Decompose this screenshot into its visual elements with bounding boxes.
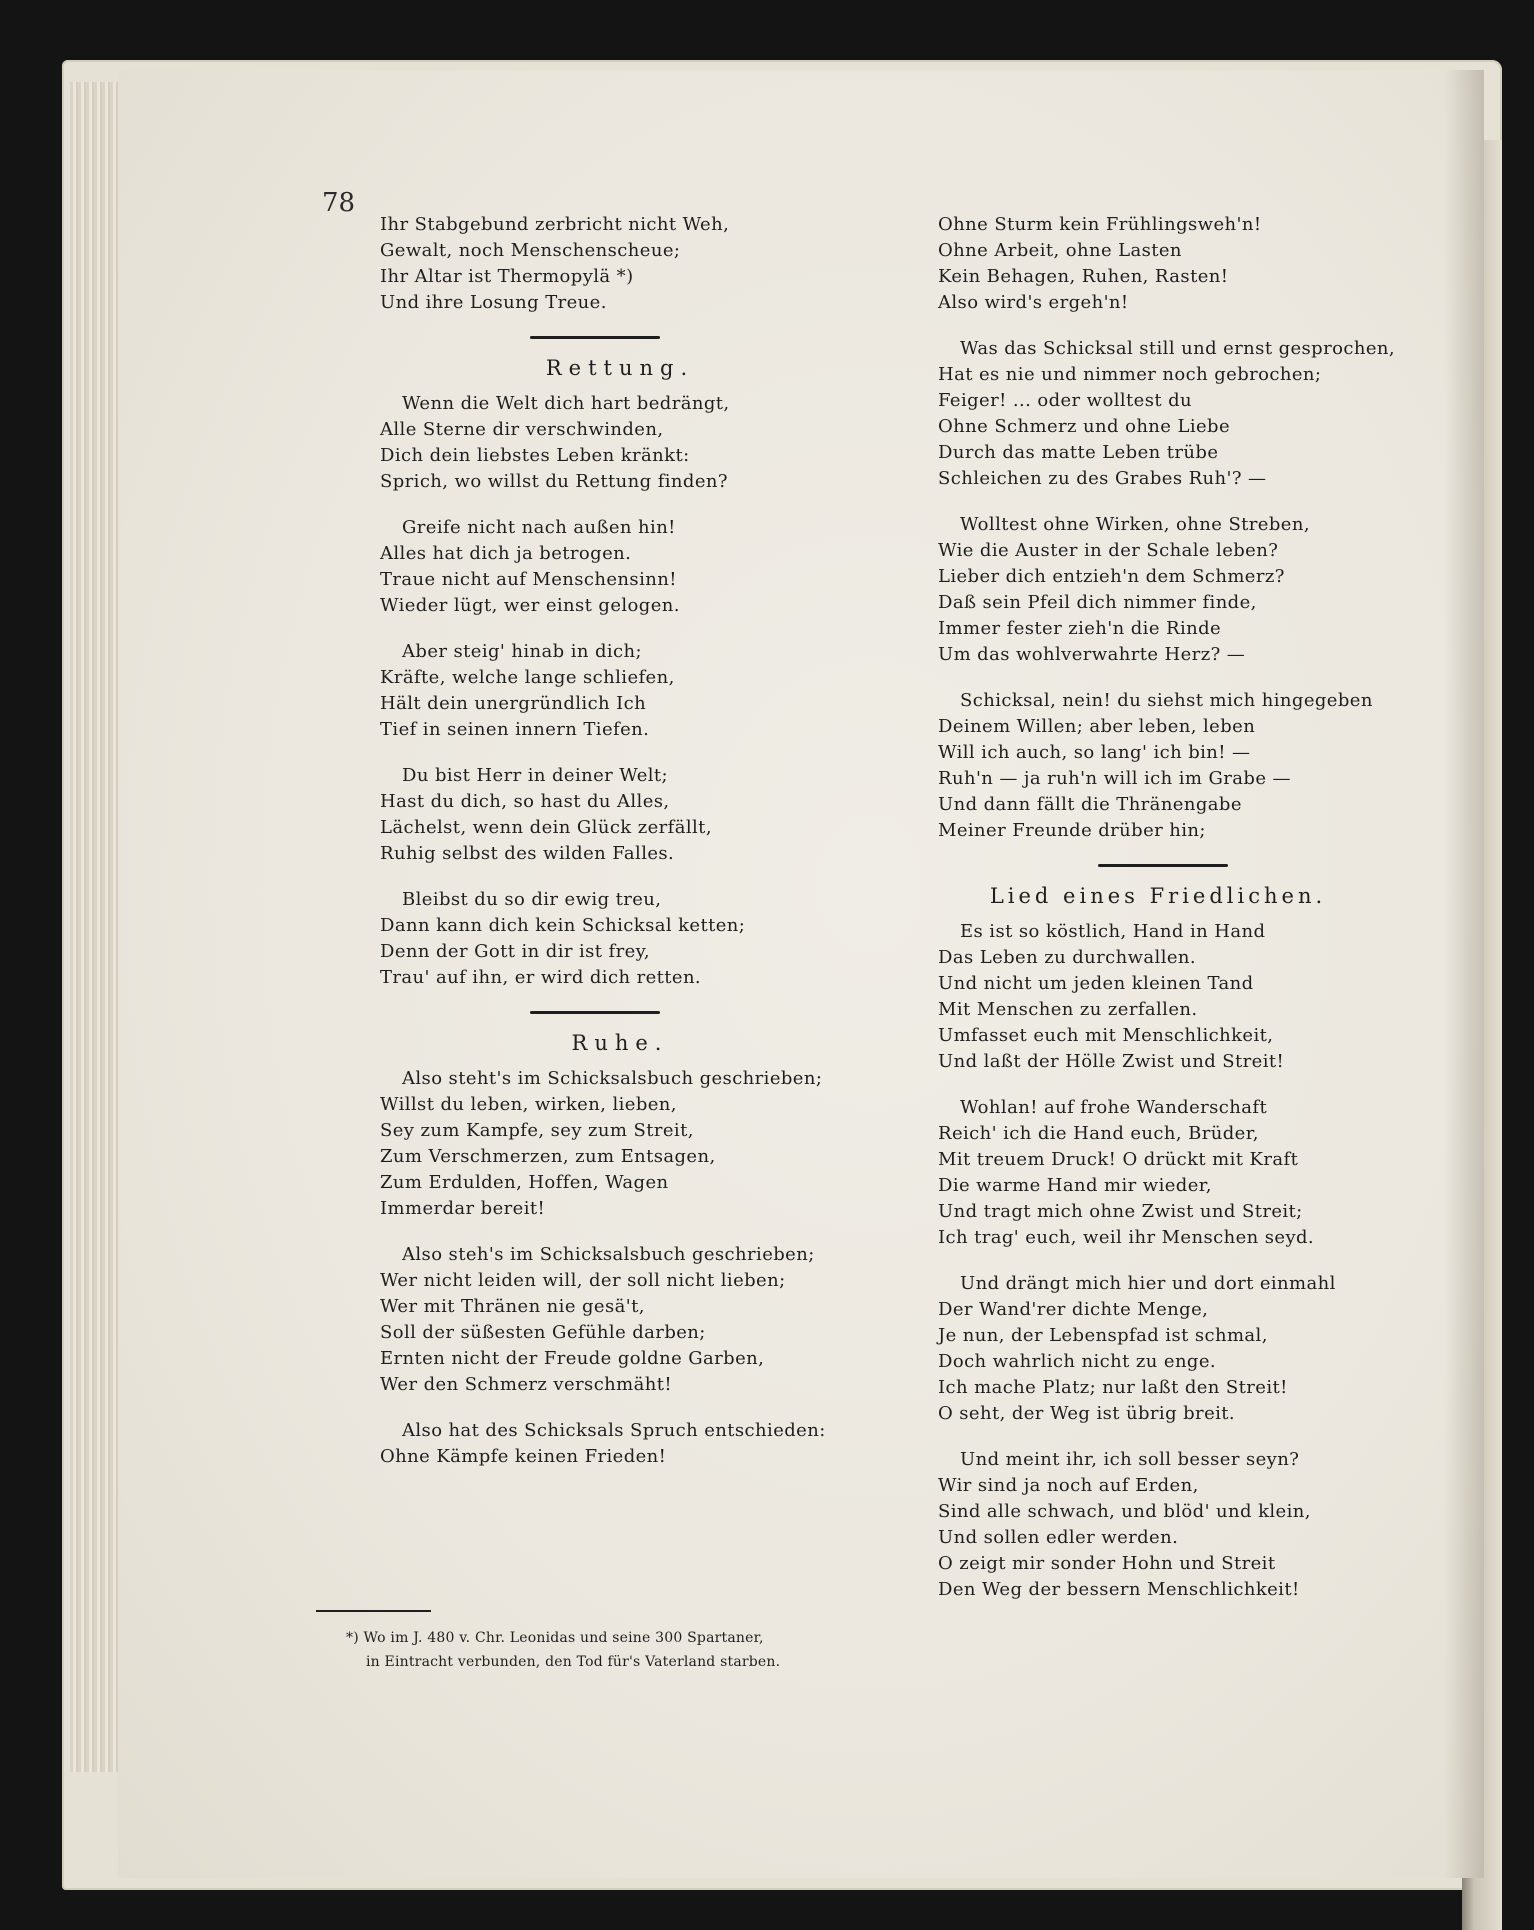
verse-line: Sprich, wo willst du Rettung finden? [380,471,728,492]
verse-line: Also wird's ergeh'n! [938,292,1129,313]
verse-line: Der Wand'rer dichte Menge, [938,1299,1209,1320]
verse-line: O zeigt mir sonder Hohn und Streit [938,1553,1276,1574]
verse-line: Ich mache Platz; nur laßt den Streit! [938,1377,1288,1398]
verse-line: Wieder lügt, wer einst gelogen. [380,595,680,616]
stanza [380,515,860,619]
verse-line: Wohlan! auf frohe Wanderschaft [960,1097,1268,1118]
verse-line: Und dann fällt die Thränengabe [938,794,1242,815]
stanza [938,1271,1378,1427]
footnote-divider [316,1610,431,1612]
verse-line: Ihr Stabgebund zerbricht nicht Weh, [380,214,730,235]
stanza [380,887,860,991]
verse-line: Gewalt, noch Menschenscheue; [380,240,681,261]
verse-line: Alles hat dich ja betrogen. [380,543,632,564]
poem-title-rettung: Rettung. [545,356,695,380]
gutter-shadow [1444,70,1484,1878]
verse-line: Ohne Kämpfe keinen Frieden! [380,1446,667,1467]
stanza [938,688,1378,844]
right-column [938,212,1395,1623]
verse-line: Also hat des Schicksals Spruch entschieden: [402,1420,826,1441]
verse-line: Mit treuem Druck! O drückt mit Kraft [938,1149,1299,1170]
left-column [380,212,860,1490]
verse-line: Den Weg der bessern Menschlichkeit! [938,1579,1300,1600]
verse-line: Zum Verschmerzen, zum Entsagen, [380,1146,716,1167]
verse-line: Wolltest ohne Wirken, ohne Streben, [960,514,1310,535]
verse-line: Ohne Sturm kein Frühlingsweh'n! [938,214,1262,235]
section-divider [1098,864,1228,867]
verse-line: Ruhig selbst des wilden Falles. [380,843,675,864]
footnote [346,1610,906,1674]
verse-line: Wer mit Thränen nie gesä't, [380,1296,645,1317]
footnote-line: in Eintracht verbunden, den Tod für's Vaterland starben. [366,1654,781,1670]
verse-line: Daß sein Pfeil dich nimmer finde, [938,592,1257,613]
verse-line: Die warme Hand mir wieder, [938,1175,1212,1196]
verse-line: Schicksal, nein! du siehst mich hingegeben [960,690,1373,711]
verse-line: Tief in seinen innern Tiefen. [380,719,650,740]
verse-line: Also steht's im Schicksalsbuch geschrieben; [402,1068,823,1089]
verse-line: Und sollen edler werden. [938,1527,1179,1548]
verse-line: Durch das matte Leben trübe [938,442,1219,463]
verse-line: Hast du dich, so hast du Alles, [380,791,670,812]
verse-line: Ruh'n — ja ruh'n will ich im Grabe — [938,768,1291,789]
verse-line: Meiner Freunde drüber hin; [938,820,1206,841]
verse-line: Kein Behagen, Ruhen, Rasten! [938,266,1229,287]
verse-line: Und drängt mich hier und dort einmahl [960,1273,1336,1294]
verse-line: Lächelst, wenn dein Glück zerfällt, [380,817,712,838]
stanza [380,1066,860,1222]
verse-line: Ich trag' euch, weil ihr Menschen seyd. [938,1227,1315,1248]
verse-line: Denn der Gott in dir ist frey, [380,941,650,962]
section-divider [530,1011,660,1014]
verse-line: Du bist Herr in deiner Welt; [402,765,669,786]
stanza [938,1447,1378,1603]
stanza [938,512,1378,668]
verse-line: Kräfte, welche lange schliefen, [380,667,675,688]
verse-line: Soll der süßesten Gefühle darben; [380,1322,706,1343]
verse-line: Lieber dich entzieh'n dem Schmerz? [938,566,1285,587]
verse-line: Alle Sterne dir verschwinden, [380,419,664,440]
verse-line: Wer nicht leiden will, der soll nicht lieben; [380,1270,786,1291]
stanza [938,212,1378,316]
verse-line: O seht, der Weg ist übrig breit. [938,1403,1236,1424]
verse-line: Dich dein liebstes Leben kränkt: [380,445,690,466]
footnote-line: *) Wo im J. 480 v. Chr. Leonidas und seine 300 Spartaner, [346,1630,764,1646]
section-divider [530,336,660,339]
verse-line: Wenn die Welt dich hart bedrängt, [402,393,730,414]
verse-line: Willst du leben, wirken, lieben, [380,1094,677,1115]
verse-line: Und meint ihr, ich soll besser seyn? [960,1449,1300,1470]
verse-line: Zum Erdulden, Hoffen, Wagen [380,1172,669,1193]
verse-line: Sind alle schwach, und blöd' und klein, [938,1501,1311,1522]
verse-line: Will ich auch, so lang' ich bin! — [938,742,1251,763]
verse-line: Sey zum Kampfe, sey zum Streit, [380,1120,694,1141]
stanza [380,763,860,867]
poem-title-ruhe: Ruhe. [571,1031,669,1055]
verse-line: Immerdar bereit! [380,1198,546,1219]
verse-line: Hat es nie und nimmer noch gebrochen; [938,364,1322,385]
verse-line: Bleibst du so dir ewig treu, [402,889,662,910]
verse-line: Dann kann dich kein Schicksal ketten; [380,915,746,936]
verse-line: Und laßt der Hölle Zwist und Streit! [938,1051,1285,1072]
stanza [380,1242,860,1398]
verse-line: Ohne Schmerz und ohne Liebe [938,416,1231,437]
verse-line: Und nicht um jeden kleinen Tand [938,973,1254,994]
verse-line: Wie die Auster in der Schale leben? [938,540,1279,561]
verse-line: Aber steig' hinab in dich; [402,641,642,662]
verse-line: Um das wohlverwahrte Herz? — [938,644,1246,665]
verse-line: Und ihre Losung Treue. [380,292,607,313]
intro-stanza [380,212,860,316]
stanza [380,639,860,743]
verse-line: Wer den Schmerz verschmäht! [380,1374,673,1395]
verse-line: Also steh's im Schicksalsbuch geschrieben; [402,1244,815,1265]
verse-line: Hält dein unergründlich Ich [380,693,647,714]
stanza [938,336,1395,492]
verse-line: Und tragt mich ohne Zwist und Streit; [938,1201,1303,1222]
poem-title-lied-eines-friedlichen: Lied eines Friedlichen. [989,884,1327,908]
page-number: 78 [322,188,356,218]
verse-line: Greife nicht nach außen hin! [402,517,676,538]
verse-line: Je nun, der Lebenspfad ist schmal, [938,1325,1268,1346]
verse-line: Traue nicht auf Menschensinn! [380,569,677,590]
verse-line: Wir sind ja noch auf Erden, [938,1475,1199,1496]
verse-line: Ernten nicht der Freude goldne Garben, [380,1348,765,1369]
verse-line: Deinem Willen; aber leben, leben [938,716,1256,737]
verse-line: Feiger! ... oder wolltest du [938,390,1193,411]
verse-line: Das Leben zu durchwallen. [938,947,1197,968]
stanza [380,1418,860,1470]
verse-line: Doch wahrlich nicht zu enge. [938,1351,1217,1372]
verse-line: Ihr Altar ist Thermopylä *) [380,266,634,287]
verse-line: Es ist so köstlich, Hand in Hand [960,921,1266,942]
verse-line: Reich' ich die Hand euch, Brüder, [938,1123,1259,1144]
verse-line: Schleichen zu des Grabes Ruh'? — [938,468,1267,489]
verse-line: Immer fester zieh'n die Rinde [938,618,1222,639]
stanza [938,919,1378,1075]
verse-line: Mit Menschen zu zerfallen. [938,999,1198,1020]
verse-line: Trau' auf ihn, er wird dich retten. [380,967,702,988]
verse-line: Was das Schicksal still und ernst gesprochen, [960,338,1395,359]
verse-line: Ohne Arbeit, ohne Lasten [938,240,1182,261]
verse-line: Umfasset euch mit Menschlichkeit, [938,1025,1274,1046]
stanza [380,391,860,495]
stanza [938,1095,1378,1251]
